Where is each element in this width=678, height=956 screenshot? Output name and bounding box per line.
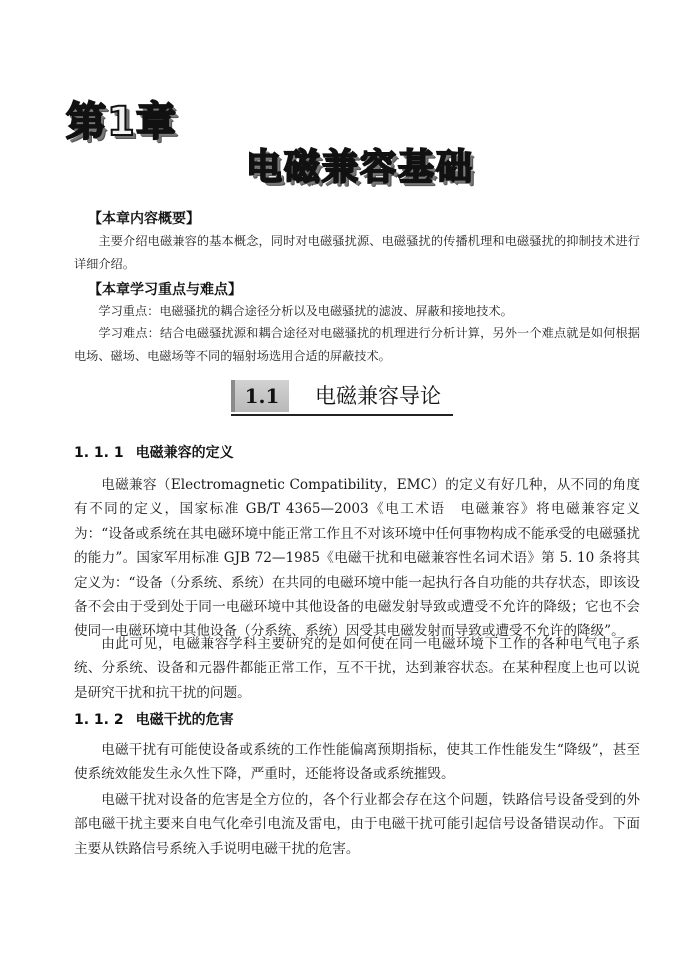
subsection-heading (74, 442, 234, 462)
section-banner (231, 380, 453, 416)
paragraph: 电磁干扰对设备的危害是全方位的，各个行业都会存在这个问题，铁路信号设备受到的外部电磁干扰主要来自电气化牵引电流及雷电，由于电磁干扰可能引起信号设备错误动作。下面主要从铁路信号系统入手说明电磁干扰的危害。 (74, 792, 640, 857)
section-underline (231, 414, 453, 416)
paragraph: 电磁干扰有可能使设备或系统的工作性能偏离预期指标，使其工作性能发生“降级”，甚至使系统效能发生永久性下降，严重时，还能将设备或系统摧毁。 (74, 742, 640, 783)
subsection-number: 1. 1. 1 (74, 445, 124, 461)
subsection-heading (74, 709, 234, 729)
key-points-difficulty: 学习难点：结合电磁骚扰源和耦合途径对电磁骚扰的机理进行分析计算，另外一个难点就是如何根据电场、磁场、电磁场等不同的辐射场选用合适的屏蔽技术。 (74, 326, 640, 363)
paragraph: 电磁兼容（Electromagnetic Compatibility，EMC）的定义有好几种，从不同的角度有不同的定义，国家标准 GB/T 4365—2003《电工术语 电磁兼容》将电磁兼容定义为：“设备或系统在其电磁环境中能正常工作且不对该环境中任何事物构成不能承受的电磁骚扰的能力”。国家军用标准 GJB 72—1985《电磁干扰和电磁兼容性名词术语》第 5. 10 条将其定义为：“设备（分系统、系统）在共同的电磁环境中能一起执行各自功能的共存状态，即该设备不会由于受到处于同一电磁环境中其他设备的电磁发射导致或遭受不允许的降级；它也不会使同一电磁环境中其他设备（分系统、系统）因受其电磁发射而导致或遭受不允许的降级”。 (74, 477, 640, 640)
chapter-number: 第1章 (66, 99, 177, 145)
paragraph: 由此可见，电磁兼容学科主要研究的是如何使在同一电磁环境下工作的各种电气电子系统、分系统、设备和元器件都能正常工作，互不干扰，达到兼容状态。在某种程度上也可以说是研究干扰和抗干扰的问题。 (74, 636, 640, 701)
chapter-title: 电磁兼容基础 (246, 147, 475, 188)
subsection-title: 电磁干扰的危害 (135, 712, 234, 728)
overview-text: 主要介绍电磁兼容的基本概念，同时对电磁骚扰源、电磁骚扰的传播机理和电磁骚扰的抑制技术进行详细介绍。 (74, 234, 640, 271)
key-points-focus: 学习重点：电磁骚扰的耦合途径分析以及电磁骚扰的滤波、屏蔽和接地技术。 (98, 304, 513, 318)
section-title: 电磁兼容导论 (315, 384, 441, 408)
subsection-number: 1. 1. 2 (74, 712, 124, 728)
subsection-title: 电磁兼容的定义 (135, 445, 234, 461)
overview-heading: 【本章内容概要】 (88, 211, 200, 227)
key-points-heading: 【本章学习重点与难点】 (88, 282, 242, 298)
section-number: 1.1 (231, 380, 289, 412)
